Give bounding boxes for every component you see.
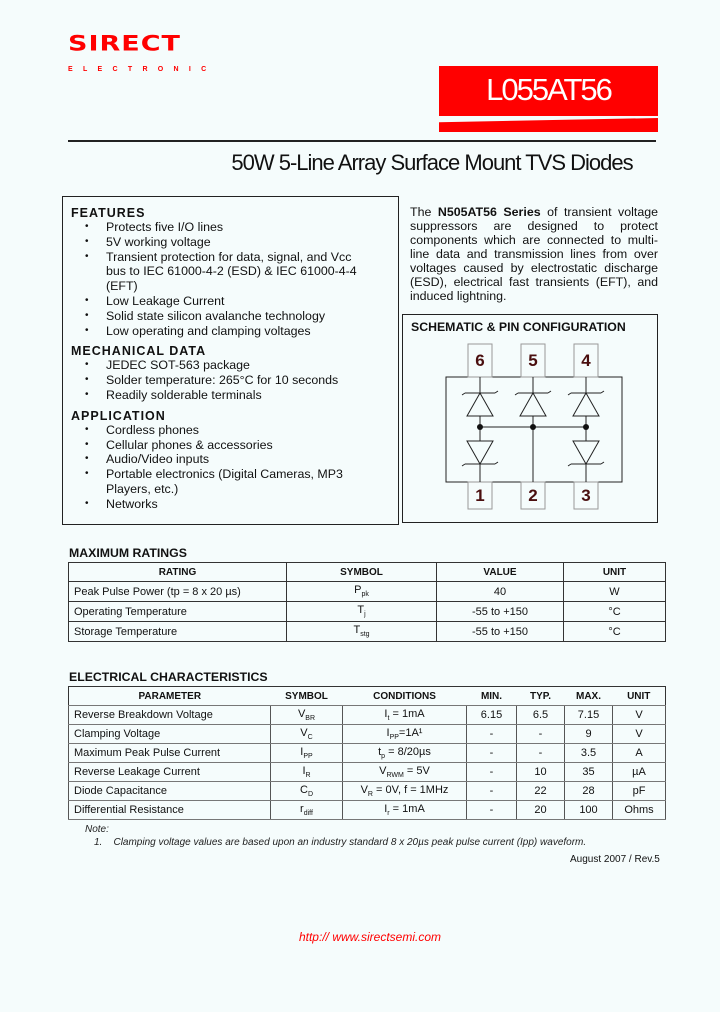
note-number: 1. — [94, 837, 103, 848]
symbol-cell — [271, 725, 343, 744]
table-cell: Clamping Voltage — [69, 725, 271, 744]
description-text: The — [410, 205, 438, 219]
table-cell: pF — [613, 782, 666, 801]
symbol-subscript: PP — [303, 753, 313, 761]
symbol: I — [300, 745, 304, 758]
conditions-cell — [343, 725, 467, 744]
footer-url — [0, 930, 720, 944]
description — [410, 205, 658, 303]
table-cell: 28 — [565, 782, 613, 801]
note — [85, 823, 586, 849]
col-header: SYMBOL — [287, 563, 437, 582]
table-cell: °C — [564, 622, 666, 642]
condition: I — [384, 802, 388, 815]
condition-value: = 1mA — [389, 707, 425, 720]
table-row — [69, 725, 666, 744]
part-number: L055AT56 — [486, 72, 611, 107]
condition: V — [379, 764, 387, 777]
pin-label-3: 3 — [581, 486, 591, 505]
application-list — [63, 423, 398, 512]
diode-6 — [462, 391, 498, 416]
symbol-subscript: C — [307, 734, 313, 742]
condition-subscript: r — [387, 810, 390, 818]
symbol-subscript: diff — [303, 810, 313, 818]
schematic-diagram — [402, 314, 658, 523]
symbol-cell — [271, 706, 343, 725]
pin-label-1: 1 — [475, 486, 485, 505]
symbol: V — [297, 707, 306, 720]
table-cell: 9 — [565, 725, 613, 744]
col-header: RATING — [69, 563, 287, 582]
table-cell: - — [467, 725, 517, 744]
symbol: V — [300, 726, 308, 739]
features-box — [62, 196, 399, 525]
series-name: N505AT56 Series — [437, 205, 541, 219]
col-header: TYP. — [517, 687, 565, 706]
symbol-subscript: R — [305, 772, 311, 780]
symbol-subscript: pk — [361, 591, 369, 599]
page-title: 50W 5-Line Array Surface Mount TVS Diodes — [231, 150, 633, 175]
list-item: • Protects five I/O lines — [63, 220, 398, 235]
list-item: • Solid state silicon avalanche technology — [63, 309, 398, 324]
list-item: • Cordless phones — [63, 423, 398, 438]
symbol-subscript: j — [364, 611, 366, 619]
table-cell: - — [467, 744, 517, 763]
conditions-cell — [343, 801, 467, 820]
table-cell: 3.5 — [565, 744, 613, 763]
symbol: C — [299, 783, 308, 796]
col-header: MAX. — [565, 687, 613, 706]
symbol: I — [302, 764, 306, 777]
col-header: SYMBOL — [271, 687, 343, 706]
condition: I — [386, 726, 390, 739]
table-cell: 100 — [565, 801, 613, 820]
table-cell: 35 — [565, 763, 613, 782]
electrical-table — [68, 686, 666, 820]
condition-value: = 1mA — [389, 802, 425, 815]
condition-subscript: R — [367, 791, 373, 799]
symbol-cell — [271, 801, 343, 820]
list-item: • Transient protection for data, signal, and Vcc bus to IEC 61000-4-2 (ESD) & IEC 61000-4-4 (EFT) — [63, 250, 398, 294]
list-item: • Portable electronics (Digital Cameras, MP3 Players, etc.) — [63, 467, 398, 497]
revision-date: August 2007 / Rev.5 — [570, 854, 660, 865]
list-item: • Low Leakage Current — [63, 294, 398, 309]
condition: t — [378, 745, 382, 758]
description-text: of transient voltage suppressors are designed to protect components which are connected to multi-line data and transmission lines from over voltages caused by electrostatic discharge (ESD), electrical fast transients (EFT), and induced lightning. — [410, 205, 658, 303]
table-row — [69, 582, 666, 602]
list-item: • Audio/Video inputs — [63, 452, 398, 467]
list-item: • Networks — [63, 497, 398, 512]
table-row — [69, 602, 666, 622]
symbol: r — [300, 802, 304, 815]
table-cell: 6.15 — [467, 706, 517, 725]
symbol-cell — [271, 744, 343, 763]
banner-stripe — [439, 118, 658, 132]
table-row — [69, 744, 666, 763]
table-cell: - — [517, 725, 565, 744]
symbol-cell — [287, 602, 437, 622]
application-heading: APPLICATION — [71, 408, 166, 423]
pin-label-4: 4 — [581, 351, 591, 370]
table-cell: 40 — [437, 582, 564, 602]
symbol-cell — [287, 622, 437, 642]
table-cell: Reverse Leakage Current — [69, 763, 271, 782]
condition-value: = 0V, f = 1MHz — [372, 783, 449, 796]
conditions-cell — [343, 763, 467, 782]
pin-label-6: 6 — [475, 351, 485, 370]
website-link[interactable]: www.sirectsemi.com — [332, 930, 442, 944]
symbol: T — [357, 604, 365, 617]
electrical-heading: ELECTRICAL CHARACTERISTICS — [69, 670, 268, 684]
table-cell: A — [613, 744, 666, 763]
table-cell: 6.5 — [517, 706, 565, 725]
mechanical-list — [63, 358, 398, 402]
diode-3 — [568, 441, 604, 466]
table-row — [69, 706, 666, 725]
table-cell: Maximum Peak Pulse Current — [69, 744, 271, 763]
condition-subscript: p — [381, 753, 386, 761]
table-cell: Ohms — [613, 801, 666, 820]
col-header: CONDITIONS — [343, 687, 467, 706]
list-item: • JEDEC SOT-563 package — [63, 358, 398, 373]
table-cell: 22 — [517, 782, 565, 801]
table-cell: Storage Temperature — [69, 622, 287, 642]
table-cell: - — [517, 744, 565, 763]
symbol-subscript: D — [307, 791, 313, 799]
condition-subscript: PP — [389, 734, 399, 742]
condition: I — [384, 707, 388, 720]
col-header: VALUE — [437, 563, 564, 582]
condition-subscript: RWM — [386, 772, 404, 780]
features-heading: FEATURES — [71, 206, 146, 220]
pin-label-5: 5 — [528, 351, 538, 370]
table-row — [69, 782, 666, 801]
max-ratings-heading: MAXIMUM RATINGS — [69, 546, 187, 560]
symbol-cell — [271, 763, 343, 782]
max-ratings-table — [68, 562, 666, 642]
table-cell: -55 to +150 — [437, 602, 564, 622]
conditions-cell — [343, 782, 467, 801]
note-label: Note: — [85, 824, 109, 835]
table-cell: 20 — [517, 801, 565, 820]
table-cell: Peak Pulse Power (tp = 8 x 20 µs) — [69, 582, 287, 602]
diode-5 — [515, 391, 551, 416]
col-header: UNIT — [613, 687, 666, 706]
table-cell: 7.15 — [565, 706, 613, 725]
table-row — [69, 801, 666, 820]
table-row — [69, 763, 666, 782]
symbol-cell — [271, 782, 343, 801]
table-cell: -55 to +150 — [437, 622, 564, 642]
conditions-cell — [343, 706, 467, 725]
list-item: • Readily solderable terminals — [63, 388, 398, 403]
pin-label-2: 2 — [528, 486, 538, 505]
col-header: MIN. — [467, 687, 517, 706]
list-item: • Solder temperature: 265°C for 10 seconds — [63, 373, 398, 388]
diode-4 — [568, 391, 604, 416]
symbol-subscript: BR — [305, 715, 316, 723]
condition: V — [360, 783, 368, 796]
table-cell: V — [613, 706, 666, 725]
col-header: UNIT — [564, 563, 666, 582]
symbol-cell — [287, 582, 437, 602]
url-prefix: http:// — [298, 930, 333, 944]
table-row — [69, 622, 666, 642]
table-cell: °C — [564, 602, 666, 622]
list-item: • 5V working voltage — [63, 235, 398, 250]
features-list — [63, 220, 398, 338]
header-divider — [68, 140, 656, 142]
diode-1 — [462, 441, 498, 466]
company-logo-subtitle: ELECTRONIC — [68, 66, 217, 73]
table-cell: 10 — [517, 763, 565, 782]
table-cell: Operating Temperature — [69, 602, 287, 622]
company-logo: SIRECT — [68, 31, 181, 57]
mechanical-heading: MECHANICAL DATA — [71, 344, 207, 359]
list-item: • Low operating and clamping voltages — [63, 324, 398, 339]
table-cell: - — [467, 801, 517, 820]
table-cell: W — [564, 582, 666, 602]
conditions-cell — [343, 744, 467, 763]
symbol-subscript: stg — [360, 631, 370, 639]
symbol: T — [353, 624, 361, 637]
table-cell: Reverse Breakdown Voltage — [69, 706, 271, 725]
col-header: PARAMETER — [69, 687, 271, 706]
table-cell: Differential Resistance — [69, 801, 271, 820]
table-cell: - — [467, 782, 517, 801]
list-item: • Cellular phones & accessories — [63, 438, 398, 453]
table-cell: V — [613, 725, 666, 744]
table-cell: µA — [613, 763, 666, 782]
condition-subscript: t — [387, 715, 390, 723]
table-cell: - — [467, 763, 517, 782]
condition-value: =1A¹ — [398, 726, 423, 739]
condition-value: = 5V — [403, 764, 430, 777]
table-cell: Diode Capacitance — [69, 782, 271, 801]
schematic-title: SCHEMATIC & PIN CONFIGURATION — [411, 320, 626, 334]
condition-value: = 8/20µs — [385, 745, 431, 758]
note-text: Clamping voltage values are based upon an industry standard 8 x 20µs peak pulse current (Ipp) waveform. — [113, 837, 587, 848]
symbol: P — [354, 584, 362, 597]
